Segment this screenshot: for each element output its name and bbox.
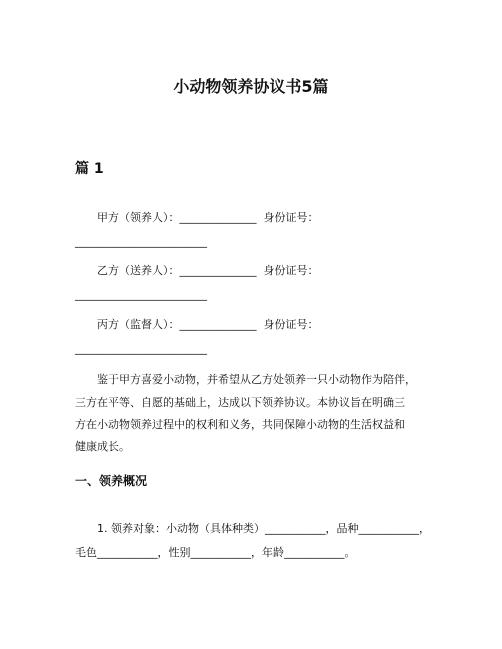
document-title: 小动物领养协议书5篇 <box>173 77 329 96</box>
chapter-1-heading: 一、领养概况 <box>75 474 148 488</box>
party-b-line <box>97 263 319 279</box>
party-c-label: 丙方（监督人）： <box>97 318 180 331</box>
party-a-id-blank: ________________________ <box>75 235 207 248</box>
section-label: 篇 1 <box>75 161 104 177</box>
party-b-id-blank: ________________________ <box>75 288 207 301</box>
intro-line-1: 鉴于甲方喜爱小动物，并希望从乙方处领养一只小动物作为陪伴， <box>97 373 416 386</box>
party-b-id-label: 身份证号： <box>263 264 319 277</box>
intro-line-3: 方在小动物领养过程中的权利和义务，共同保障小动物的生活权益和 <box>75 418 405 431</box>
intro-line-4: 健康成长。 <box>75 440 130 453</box>
item-1-line-1: 1. 领养对象：小动物（具体种类）___________，品种___________， <box>97 522 430 535</box>
party-a-label: 甲方（领养人）： <box>97 211 180 224</box>
party-c-line <box>97 317 319 333</box>
intro-line-2: 三方在平等、自愿的基础上，达成以下领养协议。本协议旨在明确三 <box>75 396 405 409</box>
party-b-label: 乙方（送养人）： <box>97 264 180 277</box>
party-c-id-blank: ________________________ <box>75 342 207 355</box>
party-c-id-label: 身份证号： <box>263 318 319 331</box>
party-a-id-label: 身份证号： <box>263 211 319 224</box>
party-a-name-blank: ______________ <box>179 211 257 224</box>
item-1-line-2: 毛色___________，性别___________，年龄___________。 <box>75 546 356 559</box>
party-c-name-blank: ______________ <box>179 318 257 331</box>
party-a-line <box>97 210 319 226</box>
party-b-name-blank: ______________ <box>179 264 257 277</box>
